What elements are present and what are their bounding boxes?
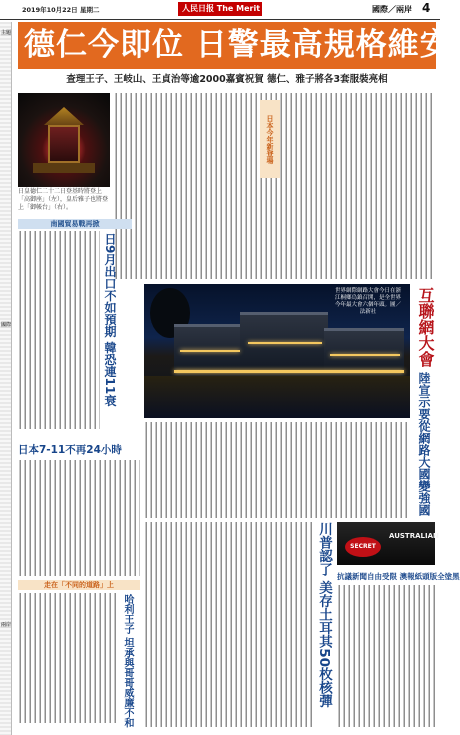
throne-canopy (44, 107, 84, 125)
window-lights (330, 354, 400, 356)
internet-headline: 互聯網大會 (416, 287, 435, 367)
korea-article-body (18, 231, 100, 429)
internet-article-text (144, 422, 410, 518)
australian-newspaper-photo (337, 522, 439, 565)
masthead (0, 0, 440, 20)
building-center (240, 312, 328, 376)
seven-eleven-headline: 日本7-11不再24小時 (18, 444, 122, 456)
lead-subheadline: 查理王子、王岐山、王貞治等逾2000嘉賓祝賀 德仁、雅子將各3套服裝亮相 (66, 74, 388, 85)
seven-eleven-article-text (18, 460, 140, 576)
throne-photo-caption: 日皇德仁二十二日登基時將登上「高御座」（左），皇后雅子也將登上「御帳台」（右）。 (18, 188, 109, 211)
lead-headline-banner (18, 22, 452, 69)
trump-headline: 川普認了 美存土耳其50枚核彈 (316, 522, 332, 708)
trump-article-body (144, 522, 312, 727)
road-article-text (18, 593, 118, 723)
press-freedom-article-body (337, 585, 435, 727)
harry-headline: 哈利王子 坦承與哥哥威廉不和 (122, 594, 133, 728)
road-section-bar: 走在「不同的道路」上 (18, 580, 140, 590)
building-right (324, 328, 404, 376)
press-freedom-article-text (337, 585, 435, 727)
newspaper-nameplate: AUSTRALIAN (389, 532, 439, 540)
trump-article-text (144, 522, 312, 727)
korea-article-text (18, 231, 100, 429)
strip-label-topic: 主題 (1, 30, 12, 36)
internet-article-body (144, 422, 410, 518)
press-freedom-headline: 抗議新聞自由受限 澳報紙頭版全塗黑 (337, 572, 460, 581)
left-margin-strip (0, 22, 12, 735)
wuzhen-night-photo (144, 284, 410, 418)
lead-headline: 德仁今即位 日警最高規格維安 (24, 27, 452, 63)
internet-subheadline: 陸宣示要從網路大國變強國 (417, 372, 431, 516)
side-tag: 日本今年新登場 (260, 100, 280, 178)
road-article-body (18, 593, 118, 723)
night-photo-caption: 世界網際網路大會今日在浙江桐鄉烏鎮召開，是全世界今年最大會六個年頭。圖／法新社 (334, 288, 401, 315)
strip-label-cross-strait: 兩岸 (1, 622, 12, 628)
section-name: 國際／兩岸 (372, 5, 412, 14)
window-lights (248, 342, 322, 344)
korea-section-bar: 南國貿易戰再掀 (18, 219, 132, 229)
waterfront-lights (174, 370, 404, 373)
seven-eleven-article-body (18, 460, 140, 576)
korea-headline: 日9月出口不如預期 韓恐連11衰 (103, 233, 117, 407)
secret-stamp: SECRET (345, 537, 381, 557)
issue-date: 2019年10月22日 星期二 (22, 6, 100, 14)
window-lights (180, 350, 240, 352)
page-number: 4 (422, 1, 431, 15)
throne-photo (18, 93, 110, 187)
throne-base (33, 163, 95, 173)
throne-body (48, 125, 80, 163)
newspaper-logo: 人民日报 The Merit Times (178, 2, 262, 16)
strip-label-international: 國際 (1, 322, 12, 328)
water-reflection (144, 376, 410, 418)
